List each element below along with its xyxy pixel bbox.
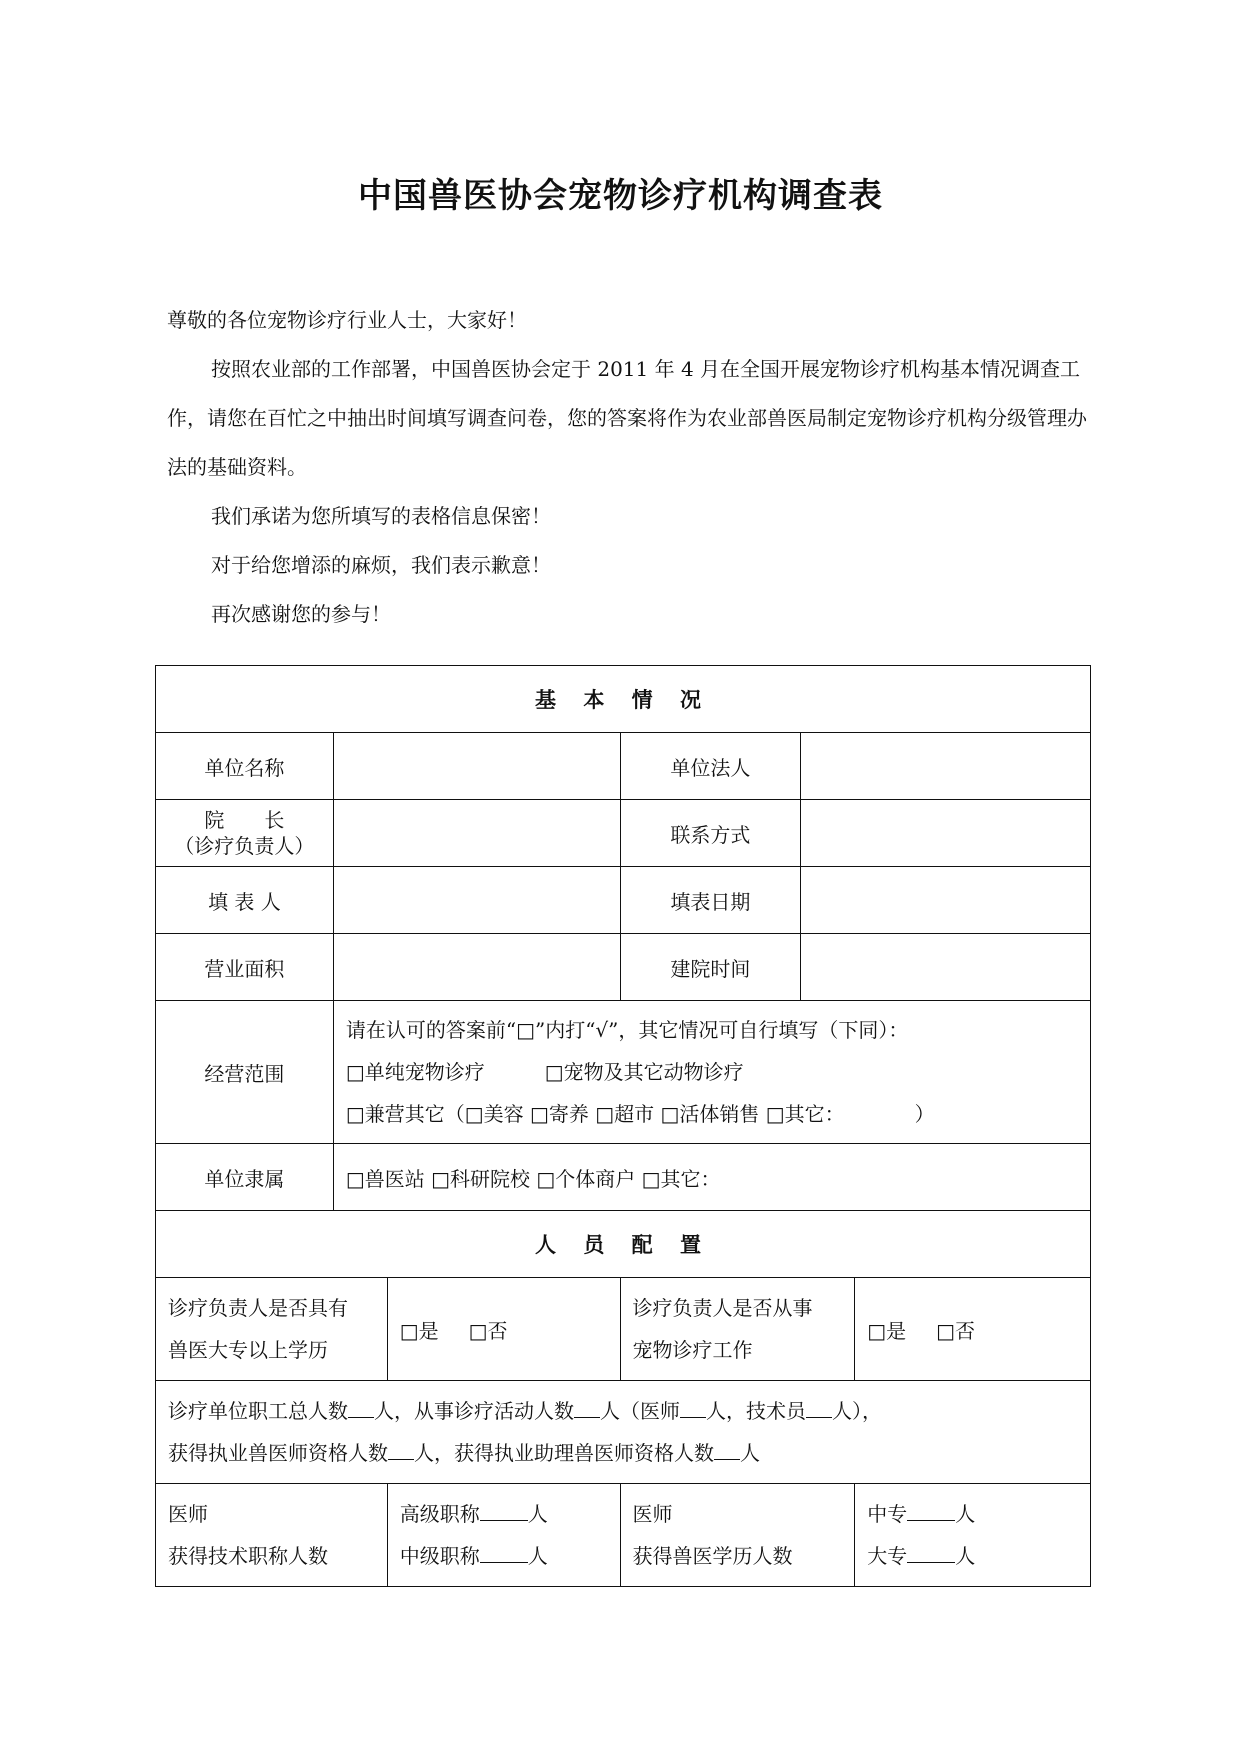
staff-count-line bbox=[168, 1390, 1078, 1432]
label-director-line1: 院 长 bbox=[204, 808, 285, 832]
field-director-degree[interactable] bbox=[387, 1278, 620, 1381]
text-total-staff: 诊疗单位职工总人数 bbox=[168, 1399, 348, 1423]
text-license-end: 人 bbox=[740, 1441, 760, 1465]
label-director bbox=[156, 800, 334, 867]
intro-paragraph-1: 按照农业部的工作部署，中国兽医协会定于 2011 年 4 月在全国开展宠物诊疗机构基本情况调查工作，请您在百忙之中抽出时间填写调查问卷，您的答案将作为农业部兽医局制定宠物诊疗机构分级管理办法的基础资料。 bbox=[167, 357, 1087, 479]
label-director-degree bbox=[156, 1278, 388, 1381]
intro-paragraph-4: 再次感谢您的参与！ bbox=[211, 602, 391, 626]
blank-assistant-vets[interactable] bbox=[714, 1441, 740, 1460]
director-pet-work-yes[interactable]: □是 bbox=[867, 1318, 907, 1343]
dazhuan-line bbox=[867, 1535, 1078, 1577]
blank-middle-title[interactable] bbox=[480, 1544, 528, 1563]
text-licensed-vets: 获得执业兽医师资格人数 bbox=[168, 1441, 388, 1465]
field-fill-date[interactable] bbox=[801, 867, 1091, 934]
scope-option-other-business[interactable]: □兼营其它（□美容 □寄养 □超市 □活体销售 □其它： ） bbox=[345, 1102, 935, 1126]
field-contact[interactable] bbox=[801, 800, 1091, 867]
director-pet-work-no[interactable]: □否 bbox=[936, 1318, 975, 1343]
label-affiliation: 单位隶属 bbox=[156, 1144, 334, 1211]
text-doctors: 人（医师 bbox=[600, 1399, 680, 1423]
middle-title-line bbox=[400, 1535, 608, 1577]
label-director-degree-line2: 兽医大专以上学历 bbox=[168, 1338, 328, 1362]
field-legal-person[interactable] bbox=[801, 733, 1091, 800]
label-doctor-titles-line2: 获得技术职称人数 bbox=[168, 1544, 328, 1568]
blank-doctors[interactable] bbox=[680, 1399, 706, 1418]
text-dazhuan: 大专 bbox=[867, 1544, 908, 1568]
label-director-pet-work-line2: 宠物诊疗工作 bbox=[632, 1338, 753, 1362]
text-person: 人 bbox=[955, 1544, 976, 1568]
intro-paragraph-2: 我们承诺为您所填写的表格信息保密！ bbox=[211, 504, 551, 528]
field-director[interactable] bbox=[333, 800, 620, 867]
row-unit-name bbox=[156, 733, 1091, 800]
scope-instruction: 请在认可的答案前“□”内打“√”，其它情况可自行填写（下同）： bbox=[345, 1018, 909, 1042]
survey-form-table bbox=[155, 665, 1091, 1587]
text-staff-end: 人）， bbox=[832, 1399, 882, 1423]
row-area bbox=[156, 934, 1091, 1001]
field-founded[interactable] bbox=[801, 934, 1091, 1001]
text-assistant-vets: 人，获得执业助理兽医师资格人数 bbox=[414, 1441, 714, 1465]
director-degree-no[interactable]: □否 bbox=[468, 1318, 508, 1343]
intro-paragraph-3: 对于给您增添的麻烦，我们表示歉意！ bbox=[211, 553, 551, 577]
blank-senior-title[interactable] bbox=[480, 1502, 528, 1521]
field-filler[interactable] bbox=[333, 867, 620, 934]
row-director bbox=[156, 800, 1091, 867]
license-count-line bbox=[168, 1432, 1078, 1474]
field-staff-counts[interactable] bbox=[156, 1381, 1091, 1484]
text-person: 人 bbox=[955, 1502, 976, 1526]
row-affiliation bbox=[156, 1144, 1091, 1211]
label-doctor-education-line1: 医师 bbox=[632, 1502, 673, 1526]
label-doctor-titles bbox=[156, 1484, 388, 1587]
scope-option-pet-only[interactable]: □单纯宠物诊疗 bbox=[345, 1060, 485, 1084]
field-area[interactable] bbox=[333, 934, 620, 1001]
label-director-degree-line1: 诊疗负责人是否具有 bbox=[168, 1296, 348, 1320]
row-staff-counts bbox=[156, 1381, 1091, 1484]
label-fill-date: 填表日期 bbox=[620, 867, 801, 934]
text-clinical-staff: 人，从事诊疗活动人数 bbox=[374, 1399, 574, 1423]
document-title: 中国兽医协会宠物诊疗机构调查表 bbox=[358, 176, 883, 216]
text-technicians: 人，技术员 bbox=[706, 1399, 806, 1423]
label-founded: 建院时间 bbox=[620, 934, 801, 1001]
text-senior-title: 高级职称 bbox=[399, 1502, 480, 1526]
label-filler: 填 表 人 bbox=[156, 867, 334, 934]
intro-letter bbox=[167, 296, 1087, 639]
blank-total-staff[interactable] bbox=[348, 1399, 374, 1418]
senior-title-line bbox=[400, 1493, 608, 1535]
field-director-pet-work[interactable] bbox=[855, 1278, 1091, 1381]
row-titles-education bbox=[156, 1484, 1091, 1587]
blank-licensed-vets[interactable] bbox=[388, 1441, 414, 1460]
section-basic-header bbox=[156, 666, 1091, 733]
label-area: 营业面积 bbox=[156, 934, 334, 1001]
label-unit-name: 单位名称 bbox=[156, 733, 334, 800]
row-director-qualification bbox=[156, 1278, 1091, 1381]
blank-dazhuan[interactable] bbox=[907, 1544, 955, 1563]
section-basic-title: 基 本 情 况 bbox=[156, 666, 1091, 733]
scope-options-line1 bbox=[346, 1051, 1078, 1093]
director-degree-yes[interactable]: □是 bbox=[399, 1318, 439, 1343]
label-director-line2: （诊疗负责人） bbox=[174, 834, 315, 858]
label-contact: 联系方式 bbox=[620, 800, 801, 867]
label-doctor-education-line2: 获得兽医学历人数 bbox=[632, 1544, 793, 1568]
label-legal-person: 单位法人 bbox=[620, 733, 801, 800]
label-doctor-titles-line1: 医师 bbox=[168, 1502, 208, 1526]
text-person: 人 bbox=[527, 1544, 548, 1568]
label-director-pet-work bbox=[620, 1278, 855, 1381]
blank-clinical-staff[interactable] bbox=[574, 1399, 600, 1418]
label-doctor-education bbox=[620, 1484, 855, 1587]
text-zhongzhuan: 中专 bbox=[867, 1502, 908, 1526]
scope-option-pet-and-other[interactable]: □宠物及其它动物诊疗 bbox=[544, 1060, 744, 1084]
field-unit-name[interactable] bbox=[333, 733, 620, 800]
label-scope: 经营范围 bbox=[156, 1001, 334, 1144]
section-staff-header bbox=[156, 1211, 1091, 1278]
text-person: 人 bbox=[527, 1502, 548, 1526]
section-staff-title: 人 员 配 置 bbox=[156, 1211, 1091, 1278]
zhongzhuan-line bbox=[867, 1493, 1078, 1535]
field-doctor-titles[interactable] bbox=[387, 1484, 620, 1587]
row-filler bbox=[156, 867, 1091, 934]
greeting: 尊敬的各位宠物诊疗行业人士，大家好！ bbox=[167, 308, 527, 332]
field-doctor-education[interactable] bbox=[855, 1484, 1091, 1587]
blank-technicians[interactable] bbox=[806, 1399, 832, 1418]
row-scope bbox=[156, 1001, 1091, 1144]
blank-zhongzhuan[interactable] bbox=[907, 1502, 955, 1521]
field-affiliation-options[interactable]: □兽医站 □科研院校 □个体商户 □其它： bbox=[333, 1144, 1090, 1211]
label-director-pet-work-line1: 诊疗负责人是否从事 bbox=[632, 1296, 813, 1320]
text-middle-title: 中级职称 bbox=[399, 1544, 480, 1568]
field-scope[interactable] bbox=[333, 1001, 1090, 1144]
